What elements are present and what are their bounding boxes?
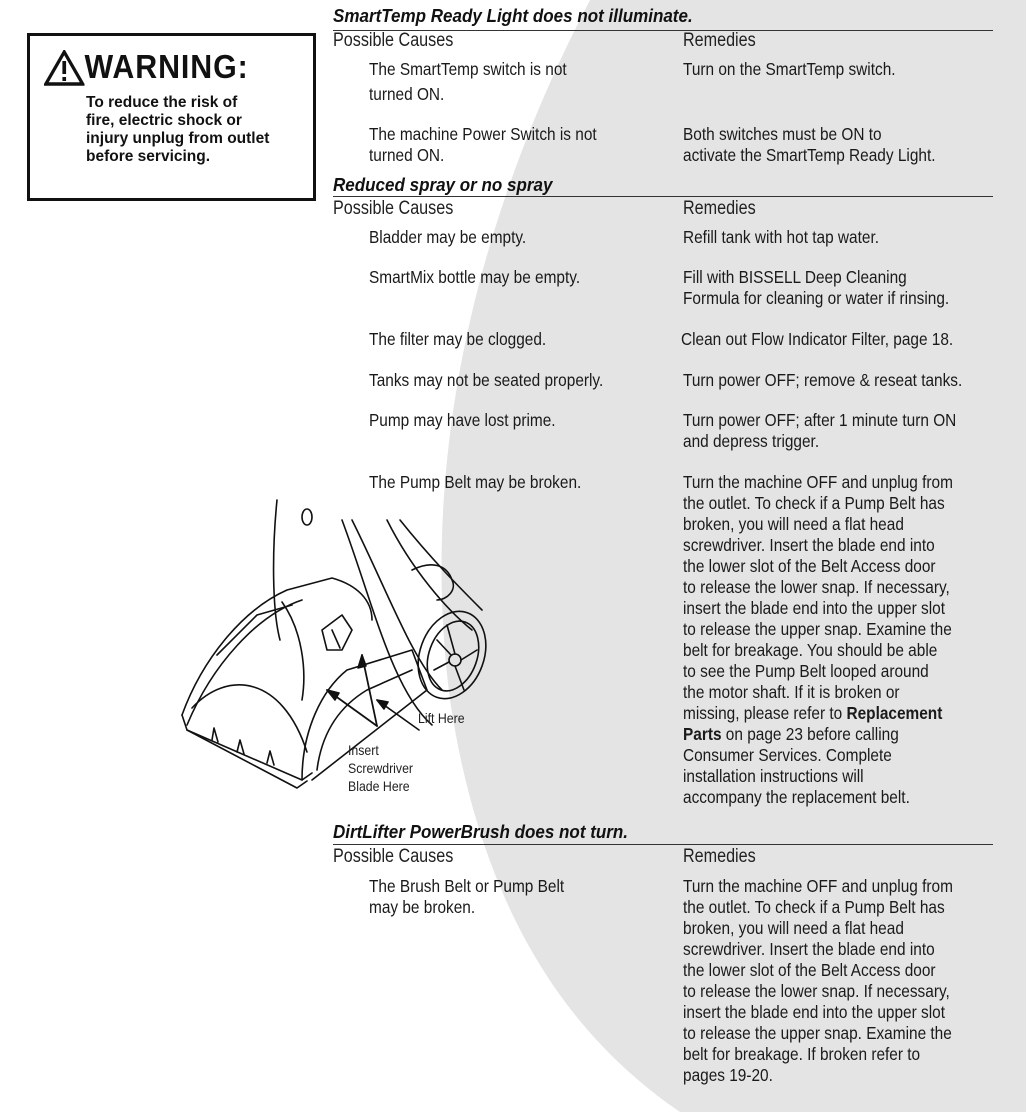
remedy-item: Turn power OFF; remove & reseat tanks. xyxy=(683,370,963,390)
remedy-line: Turn the machine OFF and unplug from xyxy=(683,876,953,896)
section-rule xyxy=(333,844,993,845)
cause-item: The Pump Belt may be broken. xyxy=(369,472,582,492)
warning-text xyxy=(86,94,316,166)
remedy-line: screwdriver. Insert the blade end into xyxy=(683,939,935,959)
section-title-powerbrush: DirtLifter PowerBrush does not turn. xyxy=(333,821,629,842)
remedy-item xyxy=(683,267,1000,309)
remedy-item xyxy=(683,59,1000,80)
warning-heading xyxy=(44,48,249,86)
remedy-line: the outlet. To check if a Pump Belt has xyxy=(683,897,945,917)
cause-line: The machine Power Switch is not xyxy=(369,124,597,144)
remedy-text: on page 23 before calling xyxy=(721,724,899,744)
cause-item xyxy=(369,59,633,105)
remedy-line: to release the upper snap. Examine the xyxy=(683,1023,952,1043)
warning-line: before servicing. xyxy=(86,148,211,165)
remedy-line: activate the SmartTemp Ready Light. xyxy=(683,145,936,165)
remedy-line xyxy=(683,724,1000,745)
warning-box xyxy=(27,33,316,201)
remedy-line: Consumer Services. Complete xyxy=(683,745,892,765)
remedy-line: Fill with BISSELL Deep Cleaning xyxy=(683,267,907,287)
belt-access-illustration xyxy=(172,490,512,810)
remedy-line: insert the blade end into the upper slot xyxy=(683,1002,945,1022)
remedy-item xyxy=(683,410,1000,452)
col-head-causes: Possible Causes xyxy=(333,846,454,867)
section-rule xyxy=(333,196,993,197)
replacement-parts-ref: Replacement xyxy=(846,703,943,723)
cause-item: Tanks may not be seated properly. xyxy=(369,370,604,390)
remedy-line: insert the blade end into the upper slot xyxy=(683,598,945,618)
remedy-line: Turn power OFF; after 1 minute turn ON xyxy=(683,410,957,430)
remedy-line: broken, you will need a flat head xyxy=(683,918,904,938)
remedy-line: Both switches must be ON to xyxy=(683,124,882,144)
remedy-line: the outlet. To check if a Pump Belt has xyxy=(683,493,945,513)
callout-line: Insert xyxy=(348,742,379,758)
cause-line: The SmartTemp switch is not xyxy=(369,59,567,79)
remedy-item xyxy=(683,876,1000,1086)
remedy-line: broken, you will need a flat head xyxy=(683,514,904,534)
remedy-line: the lower slot of the Belt Access door xyxy=(683,556,936,576)
cause-item: SmartMix bottle may be empty. xyxy=(369,267,581,287)
remedy-line: to release the lower snap. If necessary, xyxy=(683,577,950,597)
remedy-item: Clean out Flow Indicator Filter, page 18. xyxy=(681,329,954,349)
col-head-causes: Possible Causes xyxy=(333,198,454,219)
warning-line: injury unplug from outlet xyxy=(86,130,270,147)
remedy-line: screwdriver. Insert the blade end into xyxy=(683,535,935,555)
cause-line: The Brush Belt or Pump Belt xyxy=(369,876,565,896)
col-head-remedies: Remedies xyxy=(683,846,756,867)
col-head-remedies: Remedies xyxy=(683,198,756,219)
remedy-line: Turn the machine OFF and unplug from xyxy=(683,472,953,492)
callout-lift-here: Lift Here xyxy=(418,710,465,726)
remedy-line: Turn on the SmartTemp switch. xyxy=(683,59,896,79)
warning-triangle-icon xyxy=(44,50,84,86)
col-head-causes: Possible Causes xyxy=(333,30,454,51)
remedy-line: to release the lower snap. If necessary, xyxy=(683,981,950,1001)
remedy-line: installation instructions will xyxy=(683,766,864,786)
remedy-item xyxy=(683,124,1000,166)
cause-item xyxy=(369,124,633,166)
remedy-line: the motor shaft. If it is broken or xyxy=(683,682,900,702)
cause-item xyxy=(369,876,633,918)
warning-title: WARNING: xyxy=(84,48,249,85)
warning-line: fire, electric shock or xyxy=(86,112,242,129)
remedy-text: missing, please refer to xyxy=(683,703,847,723)
remedy-line: Formula for cleaning or water if rinsing. xyxy=(683,288,950,308)
remedy-line xyxy=(683,703,1000,724)
cause-line: turned ON. xyxy=(369,84,445,104)
remedy-line: and depress trigger. xyxy=(683,431,820,451)
remedy-item xyxy=(683,472,1000,808)
replacement-parts-ref: Parts xyxy=(683,724,722,744)
section-title-smarttemp: SmartTemp Ready Light does not illuminate. xyxy=(333,5,693,26)
remedy-line: to see the Pump Belt looped around xyxy=(683,661,929,681)
remedy-line: accompany the replacement belt. xyxy=(683,787,910,807)
remedy-line: to release the upper snap. Examine the xyxy=(683,619,952,639)
cause-item: Pump may have lost prime. xyxy=(369,410,556,430)
warning-line: To reduce the risk of xyxy=(86,94,238,111)
remedy-line: belt for breakage. If broken refer to xyxy=(683,1044,921,1064)
callout-line: Blade Here xyxy=(348,778,410,794)
cause-item: Bladder may be empty. xyxy=(369,227,527,247)
callout-insert-screwdriver xyxy=(348,741,413,795)
callout-line: Screwdriver xyxy=(348,760,414,776)
col-head-remedies: Remedies xyxy=(683,30,756,51)
cause-line: turned ON. xyxy=(369,145,445,165)
remedy-line: pages 19-20. xyxy=(683,1065,773,1085)
remedy-line: the lower slot of the Belt Access door xyxy=(683,960,936,980)
cause-item: The filter may be clogged. xyxy=(369,329,547,349)
section-title-reduced-spray: Reduced spray or no spray xyxy=(333,174,553,195)
remedy-line: belt for breakage. You should be able xyxy=(683,640,938,660)
remedy-item: Refill tank with hot tap water. xyxy=(683,227,880,247)
cause-line: may be broken. xyxy=(369,897,476,917)
